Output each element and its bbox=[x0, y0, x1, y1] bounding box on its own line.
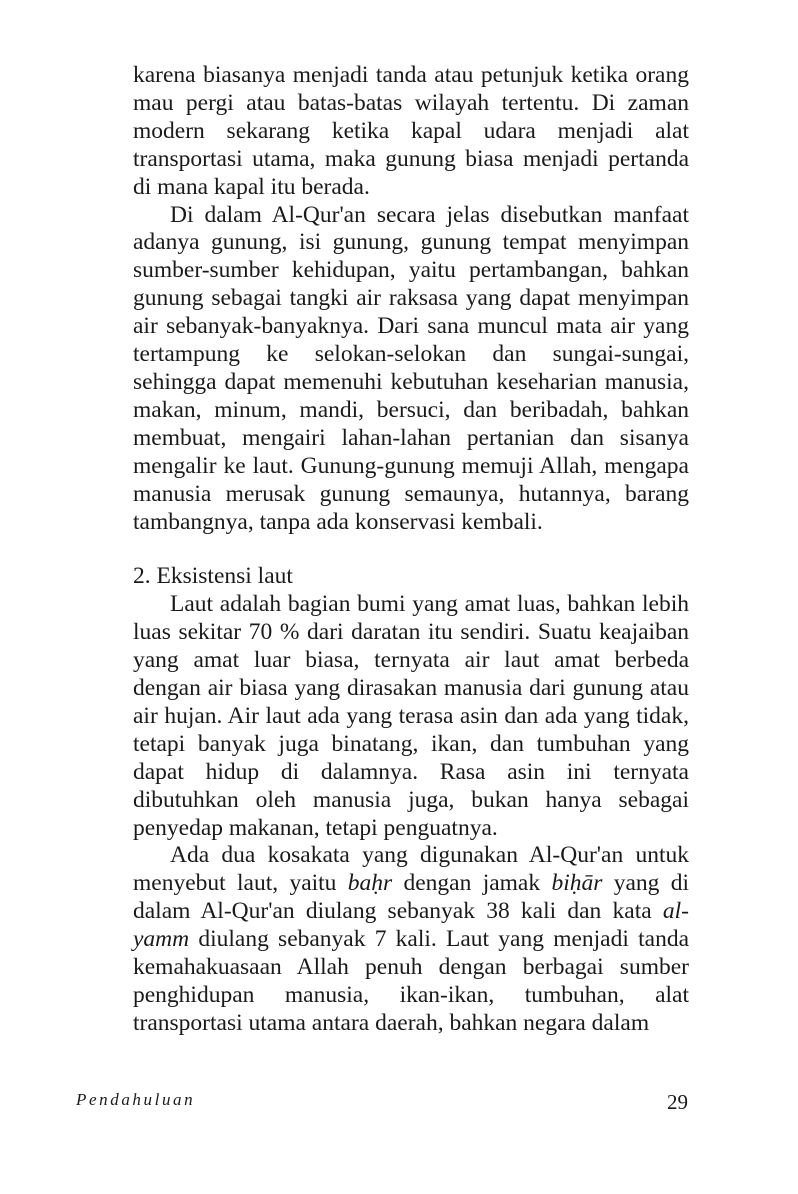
term-bahr: baḥr bbox=[347, 870, 393, 897]
page-number: 29 bbox=[667, 1090, 688, 1114]
kosakata-paragraph bbox=[133, 842, 689, 1037]
kosakata-text-1: Ada dua kosakata yang digunakan Al-Qur'an untuk menyebut laut, yaitu bbox=[133, 842, 689, 897]
laut-paragraph: Laut adalah bagian bumi yang amat luas, bahkan lebih luas sekitar 70 % dari daratan itu sendiri. Suatu keajaiban yang amat luar biasa, ternyata air laut amat berbeda dengan air biasa yang dirasakan manusia dari gunung atau air hujan. Air laut ada yang terasa asin dan ada yang tidak, tetapi banyak juga binatang, ikan, dan tumbuhan yang dapat hidup di dalamnya. Rasa asin ini ternyata dibutuhkan oleh manusia juga, bukan hanya sebagai penyedap makanan, tetapi penguatnya. bbox=[133, 591, 689, 841]
page-body bbox=[133, 62, 689, 1038]
section-spacer bbox=[133, 536, 689, 563]
kosakata-text-4: diulang sebanyak 7 kali. Laut yang menjadi tanda kemahakuasaan Allah penuh dengan berbagai sumber penghidupan manusia, ikan-ikan, tumbuhan, alat transportasi utama antara daerah, bahkan negara dalam bbox=[133, 926, 689, 1036]
term-bihar: biḥār bbox=[551, 870, 603, 897]
quran-paragraph: Di dalam Al-Qur'an secara jelas disebutkan manfaat adanya gunung, isi gunung, gunung tempat menyimpan sumber-sumber kehidupan, yaitu pertambangan, bahkan gunung sebagai tangki air raksasa yang dapat menyimpan air sebanyak-banyaknya. Dari sana muncul mata air yang tertampung ke selokan-selokan dan sungai-sungai, sehingga dapat memenuhi kebutuhan keseharian manusia, makan, minum, mandi, bersuci, dan beribadah, bahkan membuat, mengairi lahan-lahan pertanian dan sisanya mengalir ke laut. Gunung-gunung memuji Allah, mengapa manusia merusak gunung semaunya, hutannya, barang tambangnya, tanpa ada konservasi kembali. bbox=[133, 201, 689, 535]
kosakata-text-2: dengan jamak bbox=[392, 870, 552, 897]
term-al-yamm: al-yamm bbox=[133, 898, 689, 953]
section-heading: 2. Eksistensi laut bbox=[133, 563, 293, 590]
running-title: Pendahuluan bbox=[76, 1090, 196, 1109]
kosakata-text-3: yang di dalam Al-Qur'an diulang sebanyak 38 kali dan kata bbox=[133, 870, 689, 925]
continuation-paragraph: karena biasanya menjadi tanda atau petunjuk ketika orang mau pergi atau batas-batas wilayah tertentu. Di zaman modern sekarang ketika kapal udara menjadi alat transportasi utama, maka gunung biasa menjadi pertanda di mana kapal itu berada. bbox=[133, 62, 689, 200]
